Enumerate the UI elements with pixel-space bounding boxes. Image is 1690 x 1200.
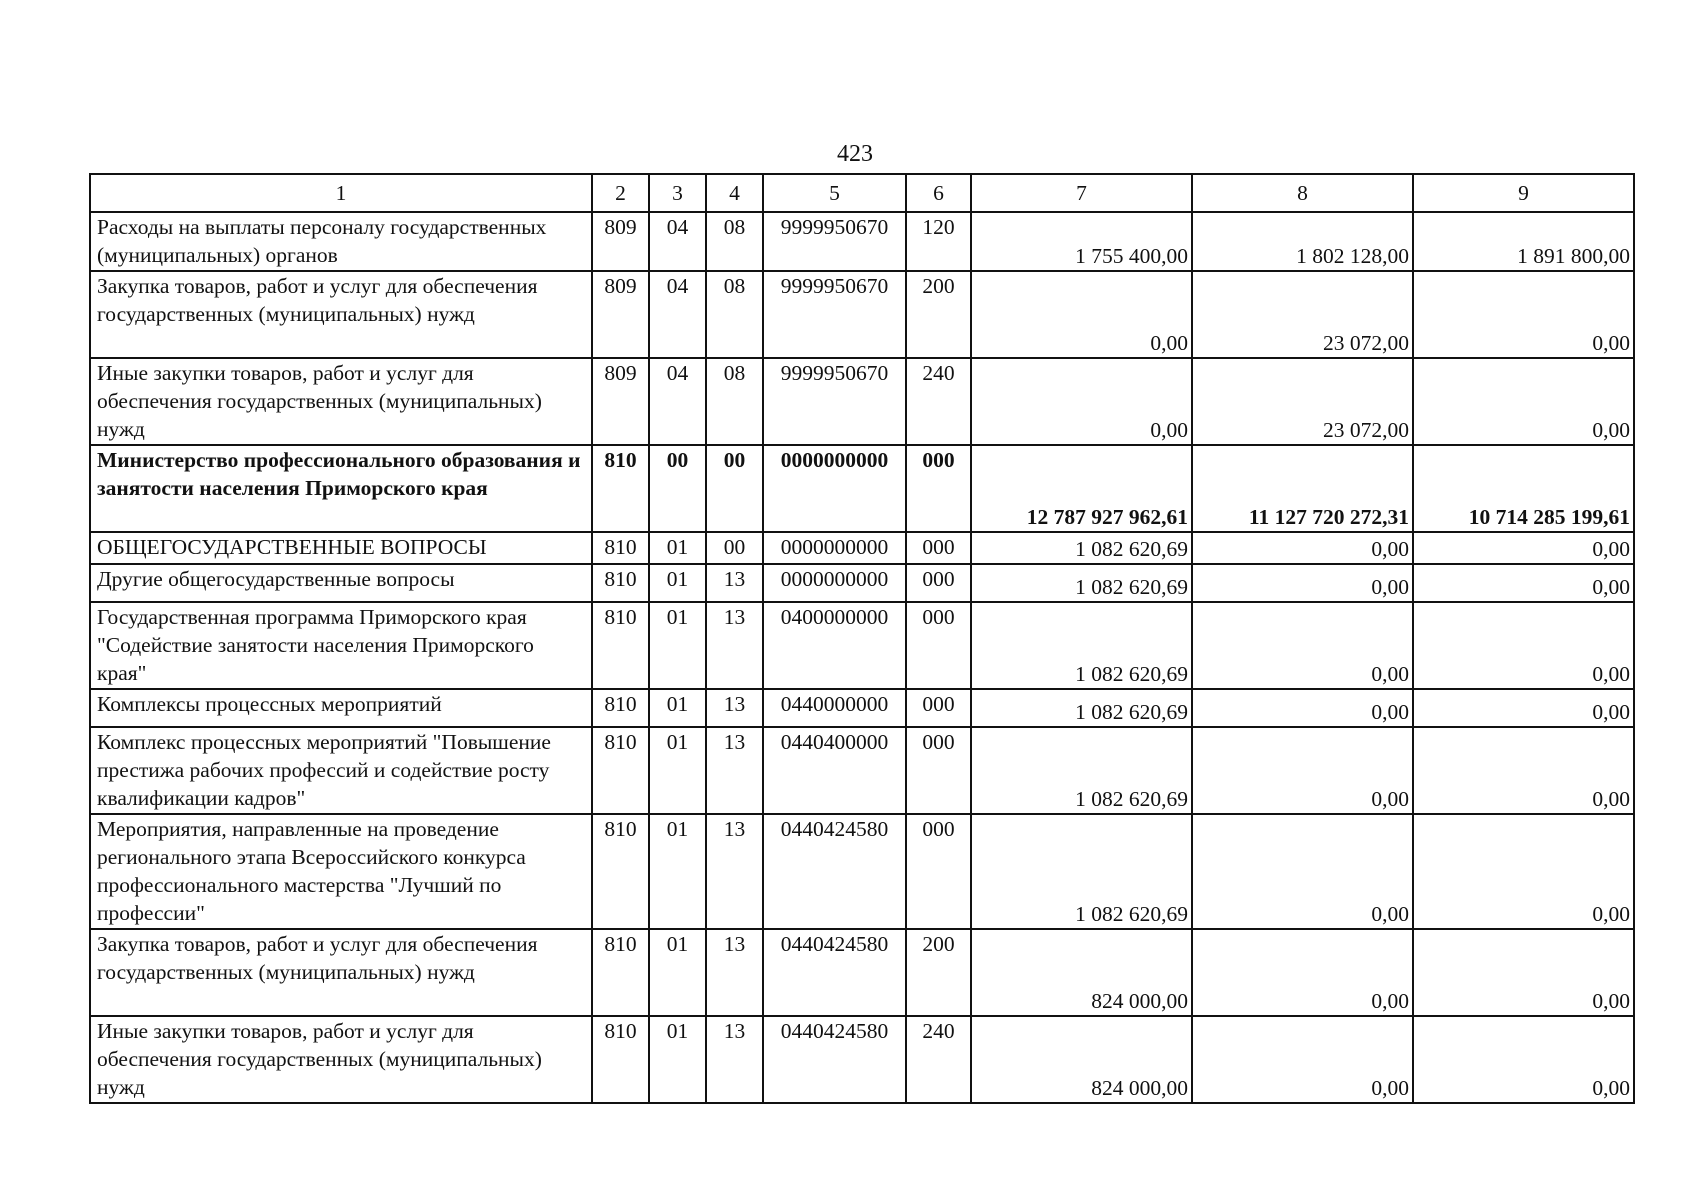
amount-cell: 12 787 927 962,61 [971,445,1192,532]
code-cell: 810 [592,1016,649,1103]
code-cell: 01 [649,564,706,602]
row-name: Закупка товаров, работ и услуг для обеспечения государственных (муниципальных) нужд [90,271,592,358]
column-header: 2 [592,174,649,212]
amount-cell: 0,00 [1413,532,1634,564]
code-cell: 0000000000 [763,445,906,532]
amount-cell: 1 082 620,69 [971,814,1192,929]
code-cell: 08 [706,358,763,445]
column-header: 4 [706,174,763,212]
row-name: Иные закупки товаров, работ и услуг для обеспечения государственных (муниципальных) нужд [90,1016,592,1103]
page-number: 423 [837,141,873,167]
code-cell: 13 [706,602,763,689]
table-row [90,814,1634,929]
code-cell: 0440424580 [763,814,906,929]
code-cell: 000 [906,602,971,689]
row-name: Расходы на выплаты персоналу государственных (муниципальных) органов [90,212,592,271]
code-cell: 0440424580 [763,1016,906,1103]
amount-cell: 0,00 [1413,689,1634,727]
amount-cell: 0,00 [1413,602,1634,689]
code-cell: 13 [706,727,763,814]
column-header: 7 [971,174,1192,212]
amount-cell: 1 802 128,00 [1192,212,1413,271]
code-cell: 9999950670 [763,271,906,358]
amount-cell: 0,00 [971,358,1192,445]
code-cell: 13 [706,1016,763,1103]
table-row [90,1016,1634,1103]
code-cell: 01 [649,602,706,689]
code-cell: 01 [649,1016,706,1103]
code-cell: 0440000000 [763,689,906,727]
amount-cell: 0,00 [1192,727,1413,814]
amount-cell: 0,00 [1192,689,1413,727]
amount-cell: 0,00 [1192,532,1413,564]
column-header: 6 [906,174,971,212]
code-cell: 810 [592,564,649,602]
table-row [90,689,1634,727]
amount-cell: 0,00 [1192,564,1413,602]
amount-cell: 0,00 [971,271,1192,358]
code-cell: 01 [649,689,706,727]
code-cell: 120 [906,212,971,271]
row-name: ОБЩЕГОСУДАРСТВЕННЫЕ ВОПРОСЫ [90,532,592,564]
code-cell: 13 [706,929,763,1016]
code-cell: 000 [906,814,971,929]
row-name: Комплекс процессных мероприятий "Повышение престижа рабочих профессий и содействие росту квалификации кадров" [90,727,592,814]
amount-cell: 23 072,00 [1192,358,1413,445]
code-cell: 13 [706,814,763,929]
table-row [90,532,1634,564]
code-cell: 200 [906,271,971,358]
column-header: 3 [649,174,706,212]
amount-cell: 0,00 [1413,727,1634,814]
header-row [90,174,1634,212]
amount-cell: 0,00 [1413,929,1634,1016]
row-name: Государственная программа Приморского края "Содействие занятости населения Приморского края" [90,602,592,689]
amount-cell: 1 082 620,69 [971,532,1192,564]
table-body [90,212,1634,1103]
code-cell: 04 [649,212,706,271]
amount-cell: 0,00 [1192,929,1413,1016]
column-header: 5 [763,174,906,212]
code-cell: 809 [592,271,649,358]
code-cell: 000 [906,727,971,814]
row-name: Министерство профессионального образования и занятости населения Приморского края [90,445,592,532]
amount-cell: 0,00 [1192,814,1413,929]
amount-cell: 0,00 [1413,358,1634,445]
code-cell: 240 [906,358,971,445]
amount-cell: 0,00 [1413,564,1634,602]
amount-cell: 0,00 [1413,271,1634,358]
code-cell: 810 [592,814,649,929]
code-cell: 08 [706,271,763,358]
row-name: Закупка товаров, работ и услуг для обеспечения государственных (муниципальных) нужд [90,929,592,1016]
code-cell: 000 [906,564,971,602]
amount-cell: 0,00 [1192,602,1413,689]
amount-cell: 1 082 620,69 [971,602,1192,689]
table-row [90,445,1634,532]
code-cell: 0000000000 [763,532,906,564]
amount-cell: 1 082 620,69 [971,727,1192,814]
code-cell: 01 [649,532,706,564]
code-cell: 01 [649,814,706,929]
code-cell: 810 [592,532,649,564]
amount-cell: 824 000,00 [971,1016,1192,1103]
row-name: Иные закупки товаров, работ и услуг для обеспечения государственных (муниципальных) нужд [90,358,592,445]
code-cell: 000 [906,689,971,727]
code-cell: 000 [906,532,971,564]
code-cell: 240 [906,1016,971,1103]
code-cell: 00 [649,445,706,532]
code-cell: 9999950670 [763,212,906,271]
table-row [90,602,1634,689]
amount-cell: 0,00 [1413,1016,1634,1103]
code-cell: 0440400000 [763,727,906,814]
code-cell: 01 [649,727,706,814]
amount-cell: 1 082 620,69 [971,689,1192,727]
code-cell: 000 [906,445,971,532]
amount-cell: 11 127 720 272,31 [1192,445,1413,532]
amount-cell: 1 891 800,00 [1413,212,1634,271]
table-row [90,929,1634,1016]
code-cell: 13 [706,564,763,602]
code-cell: 809 [592,358,649,445]
table-header [90,174,1634,212]
amount-cell: 1 755 400,00 [971,212,1192,271]
column-header: 1 [90,174,592,212]
code-cell: 810 [592,727,649,814]
row-name: Другие общегосударственные вопросы [90,564,592,602]
code-cell: 200 [906,929,971,1016]
row-name: Мероприятия, направленные на проведение регионального этапа Всероссийского конкурса профессионального мастерства "Лучший по профессии" [90,814,592,929]
table-row [90,564,1634,602]
code-cell: 810 [592,445,649,532]
code-cell: 0440424580 [763,929,906,1016]
code-cell: 810 [592,602,649,689]
table-row [90,271,1634,358]
column-header: 9 [1413,174,1634,212]
code-cell: 809 [592,212,649,271]
amount-cell: 0,00 [1192,1016,1413,1103]
code-cell: 08 [706,212,763,271]
code-cell: 13 [706,689,763,727]
amount-cell: 10 714 285 199,61 [1413,445,1634,532]
code-cell: 0000000000 [763,564,906,602]
row-name: Комплексы процессных мероприятий [90,689,592,727]
code-cell: 0400000000 [763,602,906,689]
budget-table [89,173,1635,1104]
column-header: 8 [1192,174,1413,212]
amount-cell: 23 072,00 [1192,271,1413,358]
code-cell: 9999950670 [763,358,906,445]
code-cell: 810 [592,929,649,1016]
code-cell: 810 [592,689,649,727]
code-cell: 04 [649,271,706,358]
amount-cell: 0,00 [1413,814,1634,929]
code-cell: 04 [649,358,706,445]
amount-cell: 824 000,00 [971,929,1192,1016]
code-cell: 00 [706,532,763,564]
table-row [90,212,1634,271]
amount-cell: 1 082 620,69 [971,564,1192,602]
code-cell: 00 [706,445,763,532]
code-cell: 01 [649,929,706,1016]
table-row [90,358,1634,445]
table-row [90,727,1634,814]
